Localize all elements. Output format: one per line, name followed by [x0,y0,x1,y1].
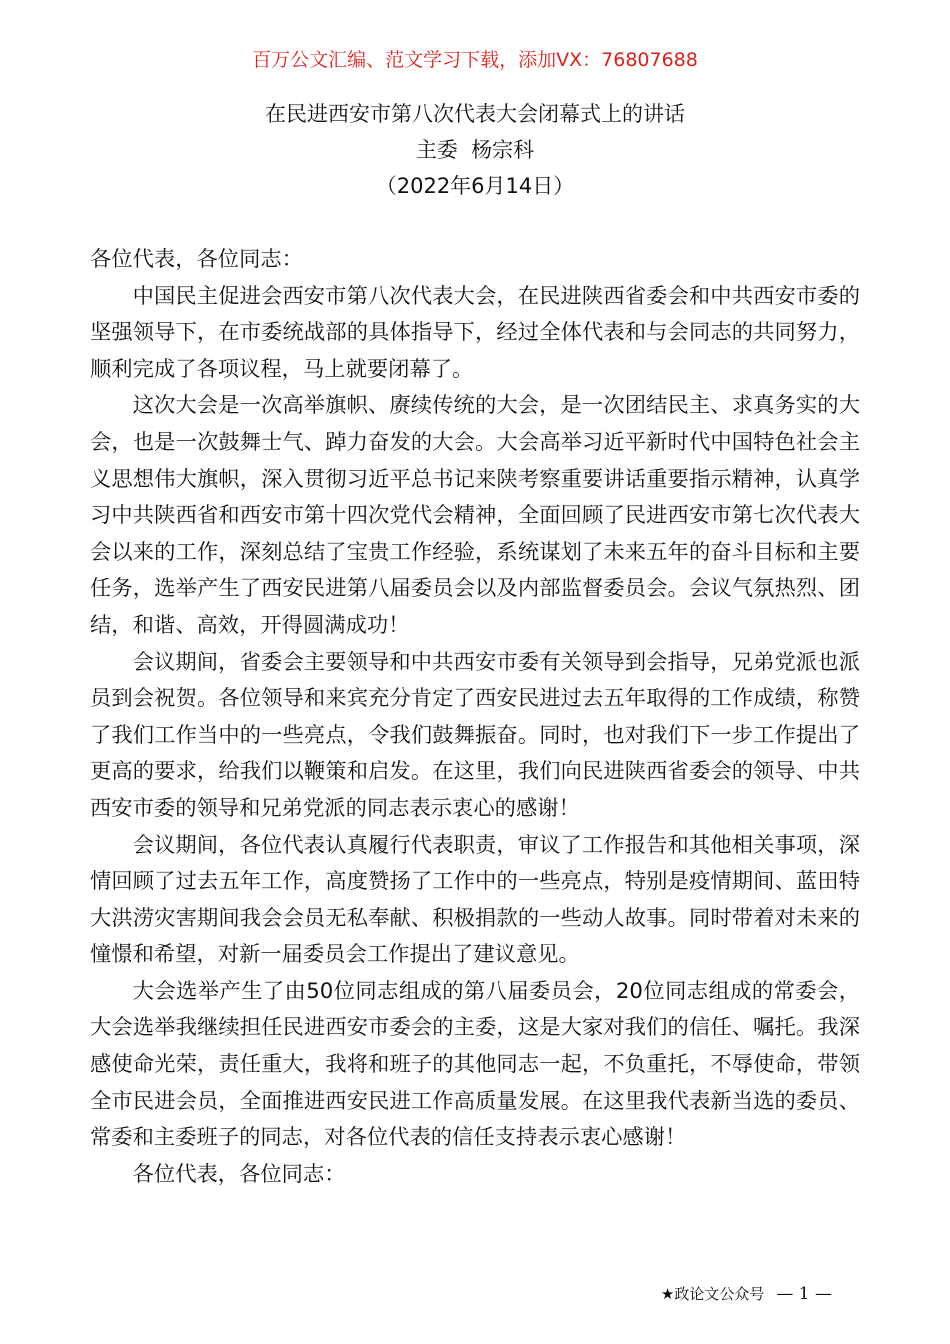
salutation: 各位代表，各位同志： [90,247,303,272]
paragraph: 这次大会是一次高举旗帜、赓续传统的大会，是一次团结民主、求真务实的大会，也是一次鼓舞士气、踔力奋发的大会。大会高举习近平新时代中国特色社会主义思想伟大旗帜，深入贯彻习近平总书记来陕考察重要讲话重要指示精神，认真学习中共陕西省和西安市第十四次党代会精神，全面回顾了民进西安市第七次代表大会以来的工作，深刻总结了宝贵工作经验，系统谋划了未来五年的奋斗目标和主要任务，选举产生了西安民进第八届委员会以及内部监督委员会。会议气氛热烈、团结，和谐、高效，开得圆满成功！ [90,393,860,638]
paragraph: 会议期间，省委会主要领导和中共西安市委有关领导到会指导，兄弟党派也派员到会祝贺。各位领导和来宾充分肯定了西安民进过去五年取得的工作成绩，称赞了我们工作当中的一些亮点，令我们鼓舞振奋。同时，也对我们下一步工作提出了更高的要求，给我们以鞭策和启发。在这里，我们向民进陕西省委会的领导、中共西安市委的领导和兄弟党派的同志表示衷心的感谢！ [90,649,860,821]
speech-body [90,242,860,1193]
page-footer [661,1282,832,1306]
paragraph: 中国民主促进会西安市第八次代表大会，在民进陕西省委会和中共西安市委的坚强领导下，在市委统战部的具体指导下，经过全体代表和与会同志的共同努力，顺利完成了各项议程，马上就要闭幕了。 [90,283,860,382]
speech-title: 在民进西安市第八次代表大会闭幕式上的讲话 [265,102,685,126]
speech-date: （2022年6月14日） [375,174,575,198]
title-block [0,96,950,204]
paragraph: 大会选举产生了由50位同志组成的第八届委员会，20位同志组成的常委会，大会选举我继续担任民进西安市委会的主委，这是大家对我们的信任、嘱托。我深感使命光荣，责任重大，我将和班子的其他同志一起，不负重托，不辱使命，带领全市民进会员，全面推进西安民进工作高质量发展。在这里我代表新当选的委员、常委和主委班子的同志，对各位代表的信任支持表示衷心感谢！ [90,978,860,1151]
page-number: — 1 — [776,1284,832,1304]
paragraph: 会议期间，各位代表认真履行代表职责，审议了工作报告和其他相关事项，深情回顾了过去五年工作，高度赞扬了工作中的一些亮点，特别是疫情期间、蓝田特大洪涝灾害期间我会会员无私奉献、积极捐款的一些动人故事。同时带着对未来的憧憬和希望，对新一届委员会工作提出了建议意见。 [90,832,860,968]
closing-salutation: 各位代表，各位同志： [132,1161,346,1187]
speaker-line: 主委 杨宗科 [415,138,535,162]
promo-banner: 百万公文汇编、范文学习下载，添加VX：76807688 [252,49,698,71]
footer-source: ★政论文公众号 [660,1285,765,1303]
